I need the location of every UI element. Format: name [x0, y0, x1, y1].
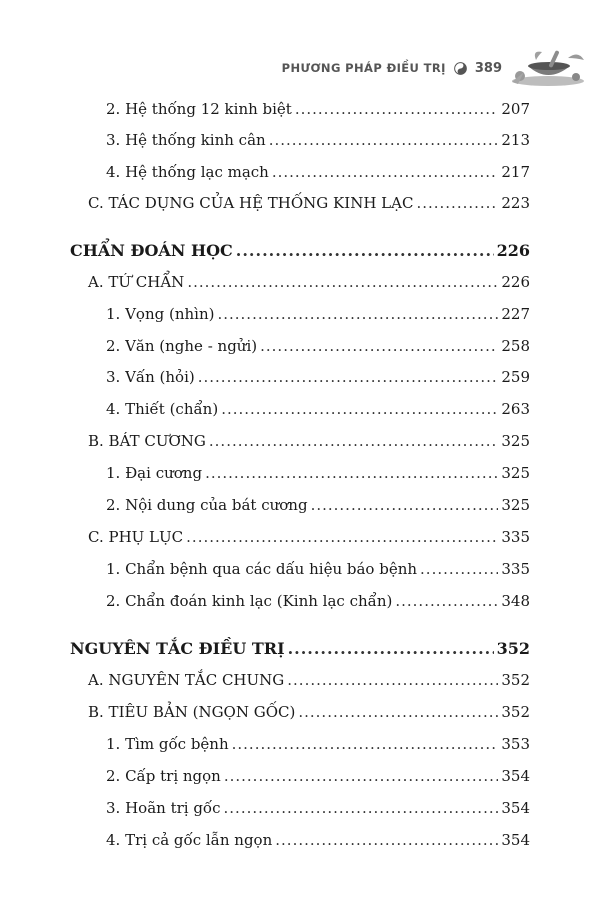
- dot-leader: [221, 400, 498, 418]
- toc-entry-title: C. PHỤ LỤC: [88, 528, 184, 546]
- dot-leader: [236, 241, 494, 260]
- toc-entry-title: 2. Cấp trị ngọn: [106, 767, 221, 785]
- toc-page-number: 352: [501, 703, 530, 721]
- toc-entry-title: 4. Trị cả gốc lẫn ngọn: [106, 831, 273, 849]
- dot-leader: [205, 464, 498, 482]
- dot-leader: [311, 496, 499, 514]
- toc-chapter: [70, 241, 530, 260]
- toc-entry: [106, 767, 530, 785]
- toc-page-number: 258: [501, 337, 530, 355]
- toc-entry-title: C. TÁC DỤNG CỦA HỆ THỐNG KINH LẠC: [88, 194, 414, 212]
- toc-entry: [106, 131, 530, 149]
- toc-entry-title: 4. Hệ thống lạc mạch: [106, 163, 269, 181]
- toc-page-number: 348: [501, 592, 530, 610]
- toc-entry-title: 2. Nội dung của bát cương: [106, 496, 308, 514]
- dot-leader: [187, 273, 498, 291]
- toc-page-number: 335: [501, 560, 530, 578]
- toc-page-number: 259: [501, 368, 530, 386]
- toc-entry: [106, 368, 530, 386]
- herb-mortar-illustration: [508, 48, 588, 88]
- toc-page-number: 263: [501, 400, 530, 418]
- dot-leader: [232, 735, 499, 753]
- toc-entry: [106, 496, 530, 514]
- toc-page-number: 226: [496, 241, 530, 260]
- dot-leader: [269, 131, 499, 149]
- toc-entry: [106, 337, 530, 355]
- dot-leader: [209, 432, 498, 450]
- dot-leader: [224, 767, 499, 785]
- toc-entry-title: 3. Hệ thống kinh cân: [106, 131, 266, 149]
- toc-entry-title: 1. Chẩn bệnh qua các dấu hiệu báo bệnh: [106, 560, 418, 578]
- dot-leader: [217, 305, 498, 323]
- toc-page-number: 325: [501, 432, 530, 450]
- toc-entry: [106, 400, 530, 418]
- toc-entry: [106, 464, 530, 482]
- toc-page-number: 217: [501, 163, 530, 181]
- toc-entry-title: 2. Chẩn đoán kinh lạc (Kinh lạc chẩn): [106, 592, 393, 610]
- toc-entry: [106, 831, 530, 849]
- dot-leader: [186, 528, 498, 546]
- dot-leader: [198, 368, 499, 386]
- toc-page-number: 207: [501, 100, 530, 118]
- toc-page-number: 354: [501, 767, 530, 785]
- page-number: 389: [474, 60, 502, 76]
- toc-entry: [106, 592, 530, 610]
- toc-entry: [106, 163, 530, 181]
- dot-leader: [272, 163, 499, 181]
- dot-leader: [224, 799, 499, 817]
- toc-entry-title: 2. Văn (nghe - ngửi): [106, 337, 258, 355]
- toc-entry-title: 2. Hệ thống 12 kinh biệt: [106, 100, 292, 118]
- toc-chapter: [70, 639, 530, 658]
- dot-leader: [260, 337, 498, 355]
- toc-chapter-title: CHẨN ĐOÁN HỌC: [70, 241, 233, 260]
- dot-leader: [288, 639, 494, 658]
- toc-page-number: 223: [501, 194, 530, 212]
- toc-page-number: 325: [501, 496, 530, 514]
- toc-entry-title: 3. Vấn (hỏi): [106, 368, 195, 386]
- running-header: [282, 48, 588, 88]
- toc-page-number: 227: [501, 305, 530, 323]
- dot-leader: [420, 560, 498, 578]
- toc-entry-title: 1. Đại cương: [106, 464, 203, 482]
- yin-yang-icon: [454, 62, 467, 75]
- toc-entry-title: A. TỨ CHẨN: [88, 273, 185, 291]
- running-header-title: PHƯƠNG PHÁP ĐIỀU TRỊ: [281, 61, 446, 75]
- toc-page-number: 213: [501, 131, 530, 149]
- toc-entry-title: 1. Tìm gốc bệnh: [106, 735, 229, 753]
- toc-page-number: 354: [501, 799, 530, 817]
- dot-leader: [416, 194, 498, 212]
- toc-page-number: 226: [501, 273, 530, 291]
- toc-page-number: 352: [496, 639, 530, 658]
- toc-entry: [88, 432, 530, 450]
- toc-entry: [88, 194, 530, 212]
- dot-leader: [295, 100, 499, 118]
- toc-entry-title: 1. Vọng (nhìn): [106, 305, 215, 323]
- toc-entry-title: B. TIÊU BẢN (NGỌN GỐC): [88, 703, 296, 721]
- toc-entry: [106, 560, 530, 578]
- toc-entry: [88, 703, 530, 721]
- dot-leader: [287, 671, 498, 689]
- dot-leader: [395, 592, 498, 610]
- toc-entry-title: 4. Thiết (chẩn): [106, 400, 219, 418]
- toc-entry-title: 3. Hoãn trị gốc: [106, 799, 221, 817]
- toc-page-number: 335: [501, 528, 530, 546]
- toc-page-number: 353: [501, 735, 530, 753]
- toc-page-number: 354: [501, 831, 530, 849]
- toc-entry: [106, 799, 530, 817]
- dot-leader: [298, 703, 498, 721]
- toc-entry: [88, 273, 530, 291]
- dot-leader: [275, 831, 498, 849]
- toc-chapter-title: NGUYÊN TẮC ĐIỀU TRỊ: [70, 639, 285, 658]
- toc-entry: [88, 671, 530, 689]
- toc-entry: [106, 100, 530, 118]
- toc-page-number: 352: [501, 671, 530, 689]
- toc-page-number: 325: [501, 464, 530, 482]
- toc-entry: [106, 735, 530, 753]
- toc-entry-title: B. BÁT CƯƠNG: [88, 432, 206, 450]
- toc-entry: [88, 528, 530, 546]
- toc-entry-title: A. NGUYÊN TẮC CHUNG: [88, 671, 285, 689]
- toc-entry: [106, 305, 530, 323]
